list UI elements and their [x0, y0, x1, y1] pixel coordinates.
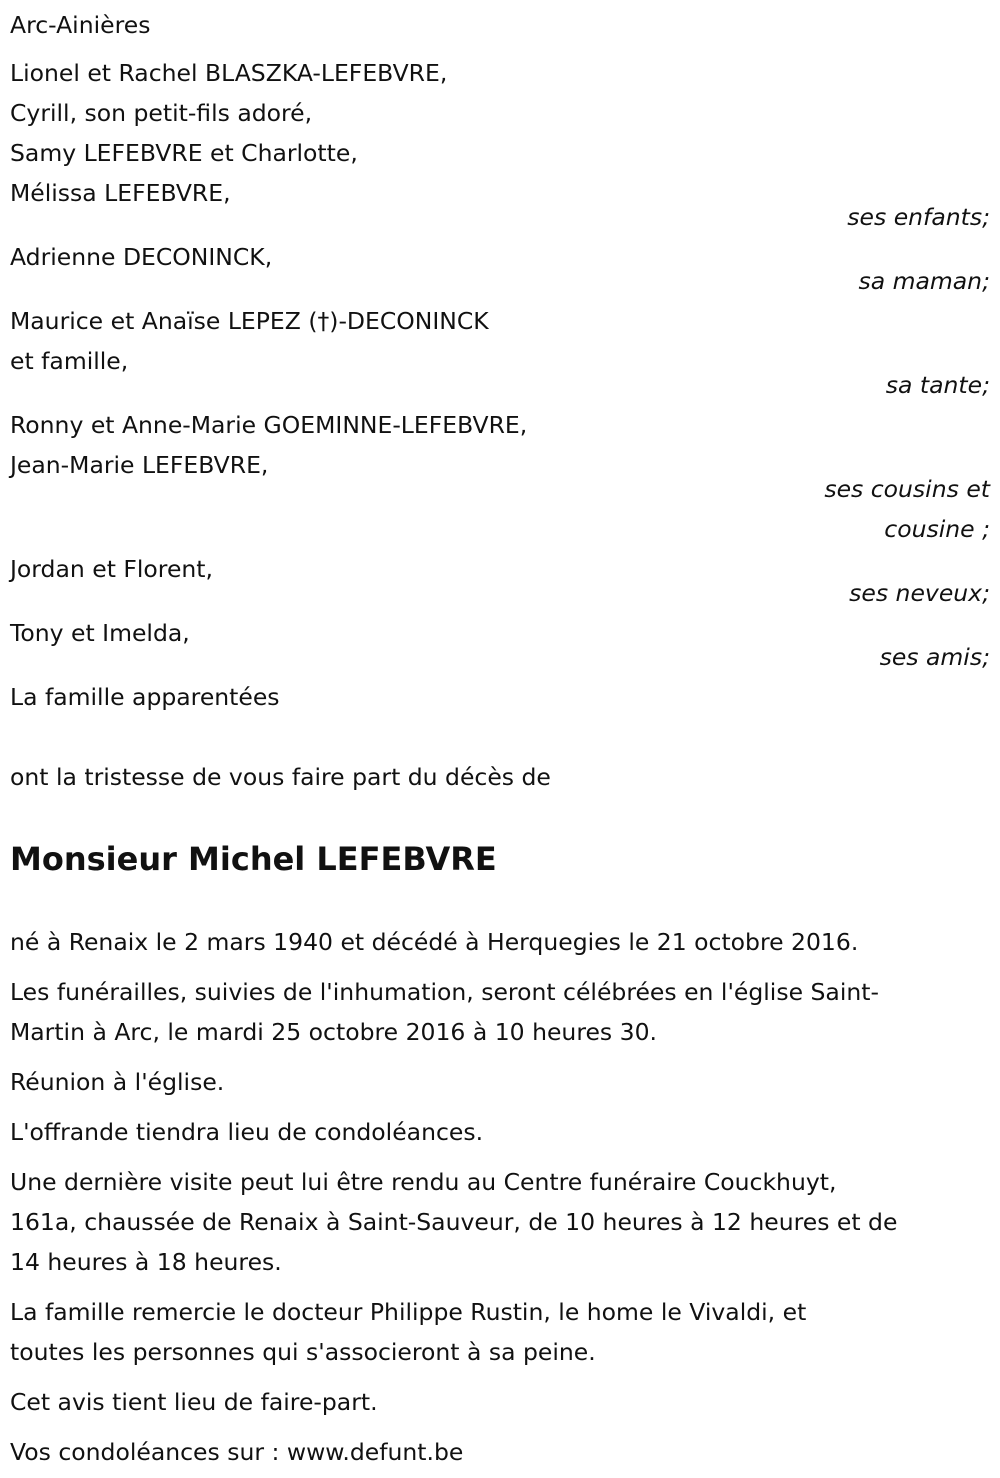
deceased-name: Monsieur Michel LEFEBVRE: [10, 840, 497, 878]
detail-line: 161a, chaussée de Renaix à Saint-Sauveur, de 10 heures à 12 heures et de: [10, 1208, 898, 1236]
detail-line: Martin à Arc, le mardi 25 octobre 2016 à 10 heures 30.: [10, 1018, 658, 1046]
detail-line: 14 heures à 18 heures.: [10, 1248, 282, 1276]
detail-line: L'offrande tiendra lieu de condoléances.: [10, 1118, 484, 1146]
family-group: [10, 237, 990, 301]
detail-line: Une dernière visite peut lui être rendu au Centre funéraire Couckhuyt,: [10, 1168, 837, 1196]
family-member-line: Tony et Imelda,: [10, 619, 190, 647]
family-member-line: Mélissa LEFEBVRE,: [10, 179, 231, 207]
family-member-line: Jean-Marie LEFEBVRE,: [10, 451, 269, 479]
details-section: [10, 922, 990, 1472]
detail-line: toutes les personnes qui s'associeront à sa peine.: [10, 1338, 596, 1366]
family-group: [10, 301, 990, 405]
detail-paragraph: [10, 1432, 990, 1472]
relation-label: ses cousins et: [824, 475, 990, 503]
relation-label: ses neveux;: [849, 579, 990, 607]
family-member-line: et famille,: [10, 347, 129, 375]
relation-label: cousine ;: [884, 515, 990, 543]
detail-line: Réunion à l'église.: [10, 1068, 225, 1096]
detail-line: Cet avis tient lieu de faire-part.: [10, 1388, 378, 1416]
detail-line: Les funérailles, suivies de l'inhumation, seront célébrées en l'église Saint-: [10, 978, 879, 1006]
detail-line: La famille remercie le docteur Philippe Rustin, le home le Vivaldi, et: [10, 1298, 807, 1326]
family-member-line: Cyrill, son petit-fils adoré,: [10, 99, 313, 127]
family-group: [10, 53, 990, 237]
closing-family: La famille apparentées: [10, 683, 280, 711]
family-member-line: Adrienne DECONINCK,: [10, 243, 273, 271]
detail-paragraph: [10, 1112, 990, 1152]
detail-paragraph: [10, 1292, 990, 1372]
relation-label: sa tante;: [885, 371, 990, 399]
relation-label: sa maman;: [858, 267, 990, 295]
family-member-line: Ronny et Anne-Marie GOEMINNE-LEFEBVRE,: [10, 411, 528, 439]
detail-line: Vos condoléances sur : www.defunt.be: [10, 1438, 464, 1466]
family-member-line: Lionel et Rachel BLASZKA-LEFEBVRE,: [10, 59, 448, 87]
family-member-line: Jordan et Florent,: [10, 555, 213, 583]
detail-paragraph: [10, 922, 990, 962]
family-group: [10, 549, 990, 613]
family-group: [10, 405, 990, 549]
family-group: [10, 613, 990, 677]
detail-paragraph: [10, 972, 990, 1052]
detail-paragraph: [10, 1062, 990, 1102]
relation-label: ses enfants;: [847, 203, 990, 231]
family-member-line: Samy LEFEBVRE et Charlotte,: [10, 139, 358, 167]
detail-paragraph: [10, 1382, 990, 1422]
family-member-line: Maurice et Anaïse LEPEZ (†)-DECONINCK: [10, 307, 489, 335]
relation-label: ses amis;: [879, 643, 990, 671]
location: Arc-Ainières: [10, 11, 151, 39]
announcement: ont la tristesse de vous faire part du décès de: [10, 763, 551, 791]
detail-paragraph: [10, 1162, 990, 1282]
detail-line: né à Renaix le 2 mars 1940 et décédé à Herquegies le 21 octobre 2016.: [10, 928, 859, 956]
family-list: [10, 53, 990, 677]
